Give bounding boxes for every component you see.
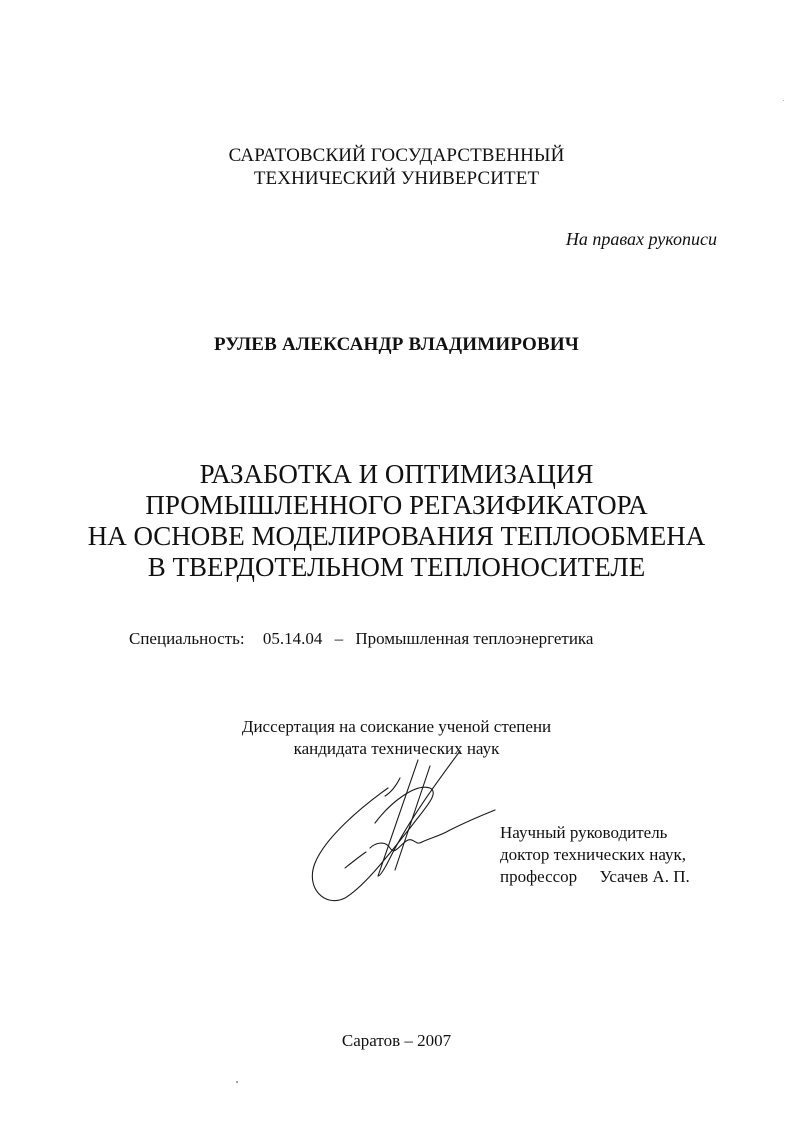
scan-speck (236, 1081, 238, 1083)
thesis-title-line3: НА ОСНОВЕ МОДЕЛИРОВАНИЯ ТЕПЛООБМЕНА (87, 521, 706, 551)
city-year: Саратов – 2007 (341, 1031, 452, 1050)
specialty-name: Промышленная теплоэнергетика (355, 629, 594, 648)
advisor-line3 (500, 866, 690, 888)
advisor-line1: Научный руководитель (500, 823, 668, 842)
advisor-line2: доктор технических наук, (500, 845, 687, 864)
thesis-title-line1: РАЗАБОТКА И ОПТИМИЗАЦИЯ (199, 459, 594, 489)
university-name-line2: ТЕХНИЧЕСКИЙ УНИВЕРСИТЕТ (253, 168, 540, 189)
thesis-title-line4: В ТВЕРДОТЕЛЬНОМ ТЕПЛОНОСИТЕЛЕ (147, 552, 646, 582)
specialty-line (129, 629, 593, 649)
manuscript-note: На правах рукописи (565, 229, 717, 249)
author-name: РУЛЕВ АЛЕКСАНДР ВЛАДИМИРОВИЧ (213, 334, 580, 355)
thesis-title-line2: ПРОМЫШЛЕННОГО РЕГАЗИФИКАТОРА (145, 490, 648, 520)
dissertation-line2: кандидата технических наук (293, 739, 500, 758)
dissertation-line1: Диссертация на соискание ученой степени (241, 717, 552, 736)
specialty-label: Специальность: (129, 629, 245, 648)
specialty-dash: – (334, 629, 344, 648)
handwritten-signature (300, 748, 500, 918)
specialty-code: 05.14.04 (262, 629, 323, 648)
university-name-line1: САРАТОВСКИЙ ГОСУДАРСТВЕННЫЙ (228, 145, 565, 166)
advisor-name: Усачев А. П. (599, 867, 690, 886)
advisor-role: профессор (500, 867, 578, 886)
scan-speck (783, 100, 784, 101)
